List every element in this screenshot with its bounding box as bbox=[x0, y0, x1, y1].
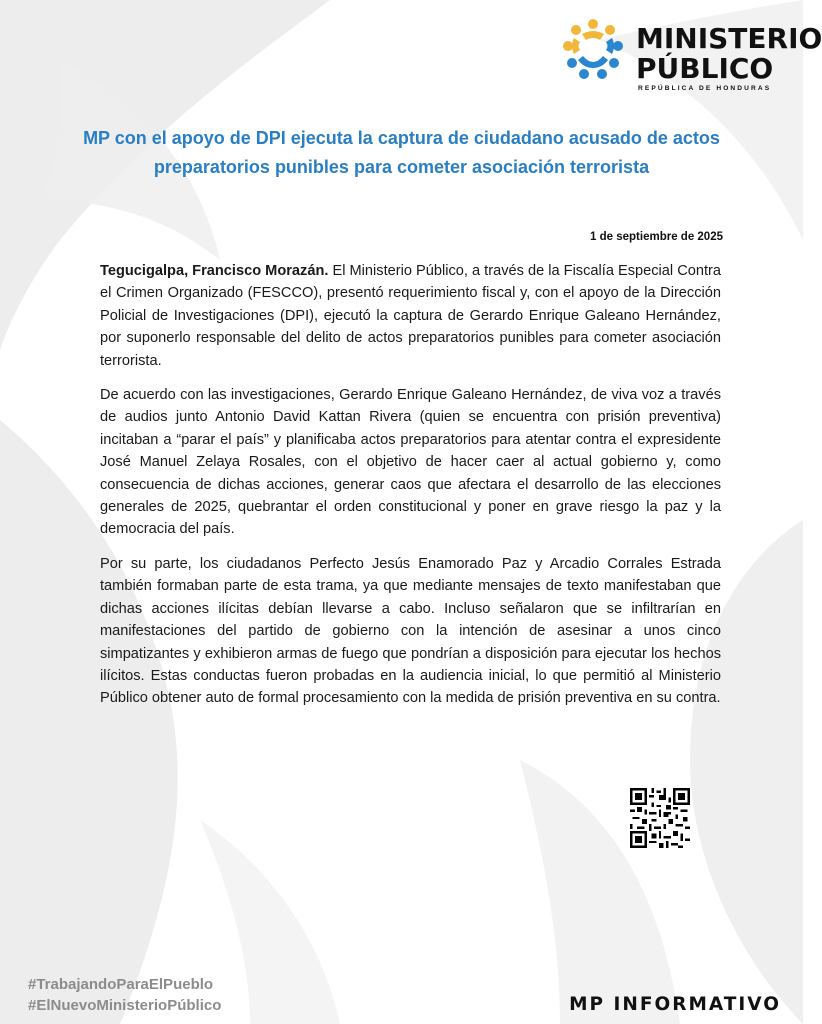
logo-title-line1: MINISTERIO bbox=[636, 22, 822, 55]
release-date: 1 de septiembre de 2025 bbox=[590, 231, 723, 243]
dateline: Tegucigalpa, Francisco Morazán. bbox=[100, 263, 333, 279]
footer-hashtags bbox=[28, 974, 221, 1016]
ministerio-publico-logo bbox=[560, 16, 822, 96]
logo-title-line2: PÚBLICO bbox=[636, 52, 774, 85]
paragraph-3: Por su parte, los ciudadanos Perfecto Jesús Enamorado Paz y Arcadio Corrales Estrada también formaban parte de esta trama, ya que mediante mensajes de texto manifestaban que dichas acciones ilícitas debían llevarse a cabo. Incluso señalaron que se infiltrarían en manifestaciones del partido de gobierno con la intención de asesinar a unos cinco simpatizantes y exhibieron armas de fuego que pondrían a disposición para ejecutar los hechos ilícitos. Estas conductas fueron probadas en la audiencia inicial, lo que permitió al Ministerio Público obtener auto de formal procesamiento con la medida de prisión preventiva en su contra. bbox=[100, 555, 721, 707]
hashtag-nuevo-ministerio[interactable]: #ElNuevoMinisterioPúblico bbox=[28, 997, 222, 1014]
press-release-body bbox=[100, 260, 721, 710]
press-release-title: MP con el apoyo de DPI ejecuta la captura de ciudadano acusado de actos preparatorios punibles para cometer asociación terrorista bbox=[83, 128, 720, 177]
people-circle-icon bbox=[560, 16, 626, 82]
mp-informativo-label: MP INFORMATIVO bbox=[569, 994, 781, 1015]
paragraph-1-text: El Ministerio Público, a través de la Fiscalía Especial Contra el Crimen Organizado (FESCCO), presentó requerimiento fiscal y, con el apoyo de la Dirección Policial de Investigaciones (DPI), ejecutó la captura de Gerardo Enrique Galeano Hernández, por suponerlo responsable del delito de actos preparatorios punibles para cometer asociación terrorista. bbox=[100, 263, 722, 369]
hashtag-trabajando[interactable]: #TrabajandoParaElPueblo bbox=[28, 976, 214, 993]
logo-subtitle: REPÚBLICA DE HONDURAS bbox=[638, 85, 772, 92]
qr-code[interactable] bbox=[630, 788, 690, 848]
paragraph-1 bbox=[100, 260, 721, 372]
paragraph-2: De acuerdo con las investigaciones, Gerardo Enrique Galeano Hernández, de viva voz a través de audios junto Antonio David Kattan Rivera (quien se encuentra con prisión preventiva) incitaban a “parar el país” y planificaba actos preparatorios para atentar contra el expresidente José Manuel Zelaya Rosales, con el objetivo de hacer caer al actual gobierno y, como consecuencia de dichas acciones, generar caos que afectara el desarrollo de las elecciones generales de 2025, quebrantar el orden constitucional y poner en grave riesgo la paz y la democracia del país. bbox=[100, 387, 721, 538]
